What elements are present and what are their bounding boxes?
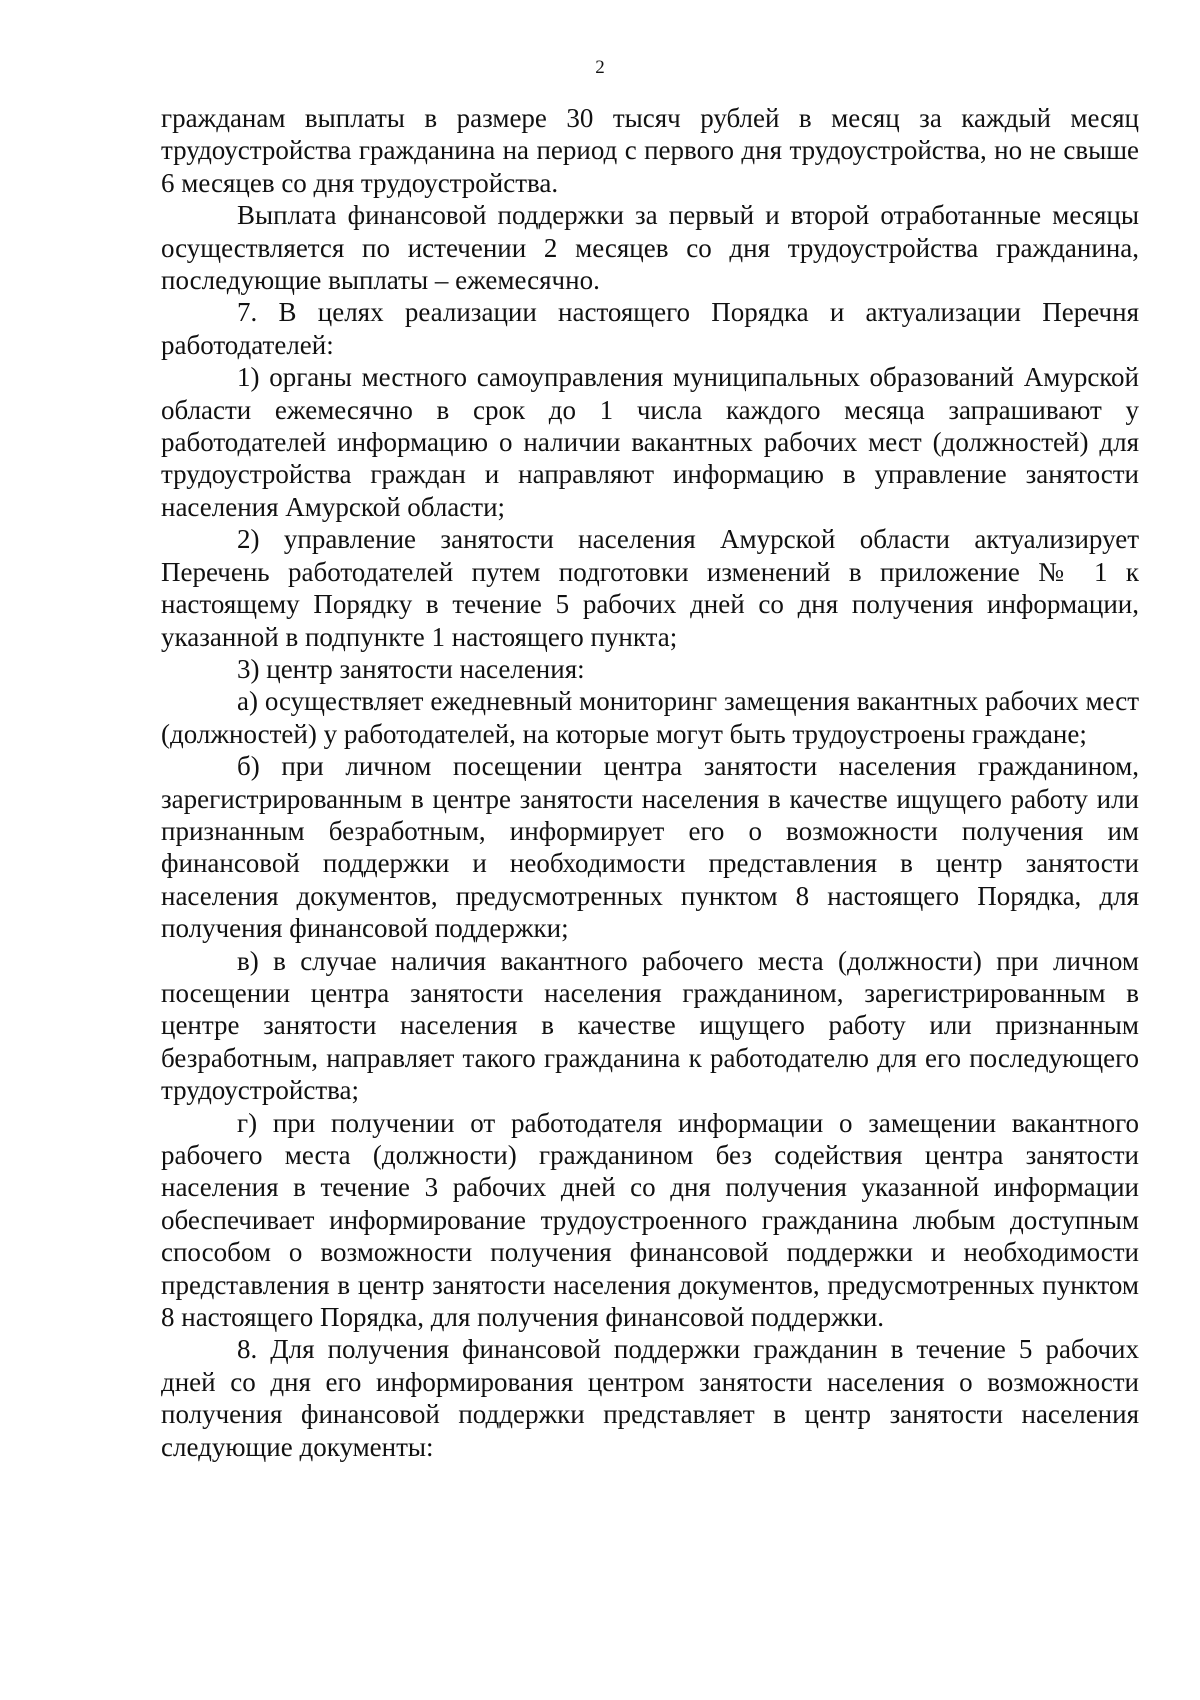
paragraph-subitem-3g: г) при получении от работодателя информации о замещении вакантного рабочего места (должности) гражданином без содействия центра занятости населения в течение 3 рабочих дней со дня получения указанной информации обеспечивает информирование трудоустроенного гражданина любым доступным способом о возможности получения финансовой поддержки и необходимости представления в центр занятости населения документов, предусмотренных пунктом 8 настоящего Порядка, для получения финансовой поддержки. bbox=[161, 1107, 1139, 1333]
paragraph-subitem-3b: б) при личном посещении центра занятости населения гражданином, зарегистрированным в центре занятости населения в качестве ищущего работу или признанным безработным, информирует его о возможности получения им финансовой поддержки и необходимости представления в центр занятости населения документов, предусмотренных пунктом 8 настоящего Порядка, для получения финансовой поддержки; bbox=[161, 751, 1139, 944]
page-number: 2 bbox=[595, 57, 605, 78]
paragraph-payment-schedule: Выплата финансовой поддержки за первый и второй отработанные месяцы осуществляется по истечении 2 месяцев со дня трудоустройства гражданина, последующие выплаты – ежемесячно. bbox=[161, 200, 1139, 296]
document-body bbox=[161, 102, 1139, 1463]
paragraph-subitem-3: 3) центр занятости населения: bbox=[237, 653, 585, 684]
paragraph-subitem-1: 1) органы местного самоуправления муниципальных образований Амурской области ежемесячно в срок до 1 числа каждого месяца запрашивают у работодателей информацию о наличии вакантных рабочих мест (должностей) для трудоустройства граждан и направляют информацию в управление занятости населения Амурской области; bbox=[161, 362, 1139, 522]
paragraph-item-7: 7. В целях реализации настоящего Порядка и актуализации Перечня работодателей: bbox=[161, 297, 1139, 360]
paragraph-subitem-3v: в) в случае наличия вакантного рабочего места (должности) при личном посещении центра занятости населения гражданином, зарегистрированным в центре занятости населения в качестве ищущего работу или признанным безработным, направляет такого гражданина к работодателю для его последующего трудоустройства; bbox=[161, 945, 1139, 1106]
paragraph-item-8: 8. Для получения финансовой поддержки гражданин в течение 5 рабочих дней со дня его информирования центром занятости населения о возможности получения финансовой поддержки представляет в центр занятости населения следующие документы: bbox=[161, 1334, 1139, 1462]
paragraph-subitem-2: 2) управление занятости населения Амурской области актуализирует Перечень работодателей путем подготовки изменений в приложение № 1 к настоящему Порядку в течение 5 рабочих дней со дня получения информации, указанной в подпункте 1 настоящего пункта; bbox=[161, 524, 1139, 652]
paragraph-continuation: гражданам выплаты в размере 30 тысяч рублей в месяц за каждый месяц трудоустройства гражданина на период с первого дня трудоустройства, но не свыше 6 месяцев со дня трудоустройства. bbox=[161, 103, 1139, 198]
paragraph-subitem-3a: а) осуществляет ежедневный мониторинг замещения вакантных рабочих мест (должностей) у работодателей, на которые могут быть трудоустроены граждане; bbox=[161, 686, 1139, 749]
